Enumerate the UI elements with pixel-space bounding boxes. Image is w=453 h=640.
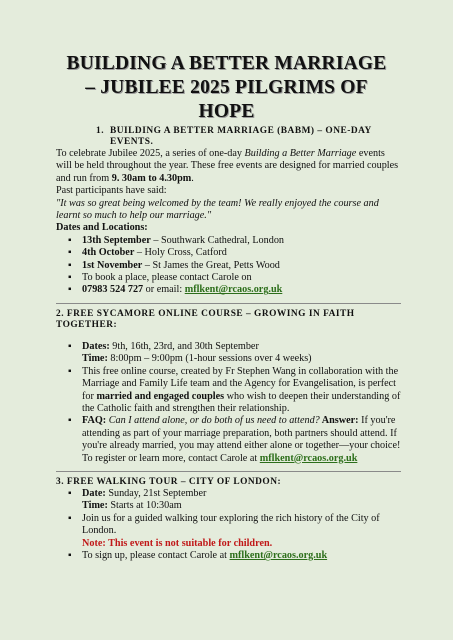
answer-text: If you're attending as part of your marriage preparation, both partners should attend. If you're already married, you may attend either alone or together—your choice! To register or learn more, contact Carole at xyxy=(82,415,401,464)
email-link[interactable]: mflkent@rcaos.org.uk xyxy=(259,452,358,464)
list-item xyxy=(56,284,401,296)
list-item xyxy=(56,550,401,562)
signup-text: To sign up, please contact Carole at xyxy=(82,549,230,561)
date-label: Date: xyxy=(82,487,106,499)
email-link[interactable]: mflkent@rcaos.org.uk xyxy=(184,284,283,296)
list-item xyxy=(56,366,401,416)
section-2-list xyxy=(56,341,401,465)
section-1-number: 1. xyxy=(96,126,105,136)
place: – St James the Great, Petts Wood xyxy=(142,259,280,271)
section-2-heading: 2. FREE SYCAMORE ONLINE COURSE – GROWING IN FAITH TOGETHER: xyxy=(56,308,355,330)
section-1-heading-text: BUILDING A BETTER MARRIAGE (BABM) – ONE-DAY EVENTS. xyxy=(110,126,372,147)
join-text: Join us for a guided walking tour exploring the rich history of the City of London. xyxy=(82,512,380,537)
time-value: Starts at 10:30am xyxy=(107,500,182,512)
dates-heading-text: Dates and Locations: xyxy=(56,222,148,234)
section-1-intro xyxy=(56,148,401,185)
quote-text: "It was so great being welcomed by the team! We really enjoyed the course and learnt so much to help our marriage." xyxy=(56,197,379,222)
email-link[interactable]: mflkent@rcaos.org.uk xyxy=(229,549,328,561)
divider xyxy=(56,303,401,304)
list-item xyxy=(56,341,401,366)
dates-heading xyxy=(56,222,401,234)
list-item xyxy=(56,488,401,513)
date: 4th October xyxy=(82,247,135,259)
past-participants: Past participants have said: xyxy=(56,185,167,197)
testimonial-quote xyxy=(56,198,401,223)
list-item xyxy=(56,513,401,550)
desc-text: This free online course, created by Fr Stephen Wang in collaboration with the Marriage and Family Life team and the Agency for Evangelisation, is perfect for xyxy=(82,365,399,402)
time-label: Time: xyxy=(82,353,108,365)
or-email: or email: xyxy=(143,284,185,296)
spacer xyxy=(56,331,401,341)
phone-number: 07983 524 727 xyxy=(82,284,144,296)
dates-label: Dates: xyxy=(82,340,110,352)
place: – Southwark Cathedral, London xyxy=(150,234,285,246)
list-item xyxy=(56,272,401,284)
date: 13th September xyxy=(82,234,151,246)
dates-value: 9th, 16th, 23rd, and 30th September xyxy=(109,340,259,352)
dates-list xyxy=(56,235,401,297)
title-line-2: – JUBILEE 2025 PILGRIMS OF xyxy=(85,77,368,98)
intro-end: . xyxy=(191,172,194,184)
desc-bold: married and engaged couples xyxy=(96,390,225,402)
date-value: Sunday, 21st September xyxy=(105,487,207,499)
intro-text: To celebrate Jubilee 2025, a series of one-day xyxy=(56,148,245,159)
section-3-heading: 3. FREE WALKING TOUR – CITY OF LONDON: xyxy=(56,476,282,487)
list-item xyxy=(56,260,401,272)
list-item xyxy=(56,247,401,259)
title-line-1: BUILDING A BETTER MARRIAGE xyxy=(66,53,387,74)
section-3-list xyxy=(56,488,401,562)
intro-italic: Building a Better Marriage xyxy=(244,148,357,159)
date: 1st November xyxy=(82,259,143,271)
list-item xyxy=(56,415,401,465)
list-item xyxy=(56,235,401,247)
section-1-heading xyxy=(56,126,401,148)
place: – Holy Cross, Catford xyxy=(134,247,227,259)
divider xyxy=(56,471,401,472)
faq-label: FAQ: xyxy=(82,415,107,427)
faq-question: Can I attend alone, or do both of us need to attend? xyxy=(106,415,320,427)
book-text: To book a place, please contact Carole on xyxy=(82,272,252,284)
children-note: Note: This event is not suitable for children. xyxy=(82,537,273,549)
desc-text-2: who wish to deepen their understanding of the Catholic faith and strengthen their relationship. xyxy=(82,390,401,414)
title-line-3: HOPE xyxy=(198,101,255,122)
page-title xyxy=(30,52,423,124)
answer-label: Answer: xyxy=(319,415,359,427)
time-label: Time: xyxy=(82,500,108,512)
intro-text-2: events will be held throughout the year. These free events are designed for married couples and run from xyxy=(56,148,399,184)
time-value: 8:00pm – 9:00pm (1-hour sessions over 4 weeks) xyxy=(107,353,312,365)
content xyxy=(56,126,401,562)
intro-time: 9. 30am to 4.30pm xyxy=(111,172,192,184)
